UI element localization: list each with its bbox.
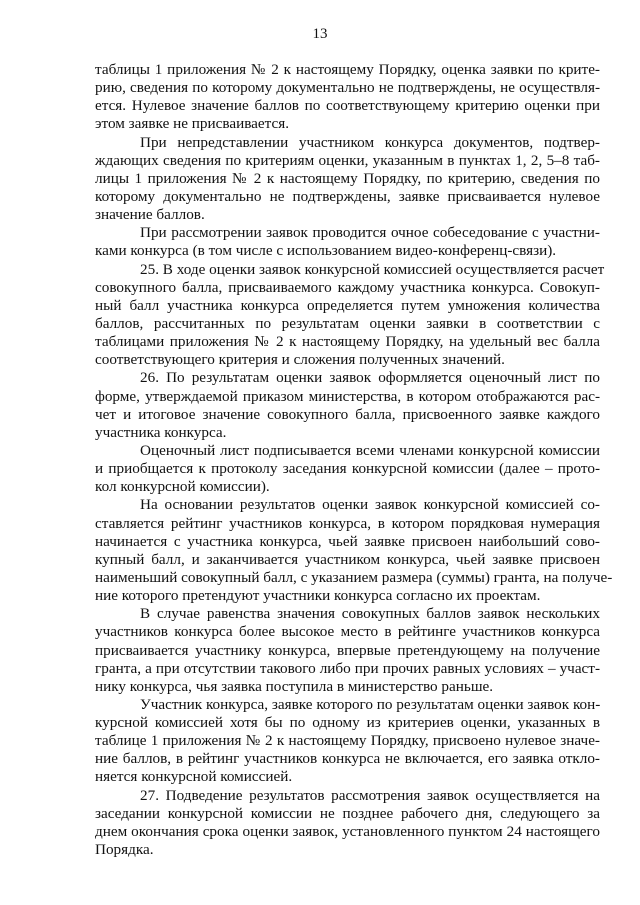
text-line: 26. По результатам оценки заявок оформляется оценочный лист по xyxy=(140,369,600,387)
text-line: На основании результатов оценки заявок конкурсной комиссией со- xyxy=(140,496,600,514)
text-line: ждающих сведения по критериям оценки, указанным в пунктах 1, 2, 5–8 таб- xyxy=(95,151,600,169)
text-line: ками конкурса (в том числе с использованием видео-конференц-связи). xyxy=(95,242,557,260)
text-line: чет и итоговое значение совокупного балла, присвоенного заявке каждого xyxy=(95,405,600,423)
text-line: Оценочный лист подписывается всеми членами конкурсной комиссии xyxy=(140,441,600,459)
text-line: няется конкурсной комиссией. xyxy=(95,768,293,786)
text-line: курсной комиссией хотя бы по одному из критериев оценки, указанных в xyxy=(95,714,600,732)
text-line: совокупного балла, присваиваемого каждому участника конкурса. Совокуп- xyxy=(95,278,600,296)
text-line: баллов, рассчитанных по результатам оценки заявки в соответствии с xyxy=(95,314,600,332)
paragraph xyxy=(95,496,613,605)
document-body xyxy=(95,61,613,859)
paragraph xyxy=(95,134,600,225)
text-line: лицы 1 приложения № 2 к настоящему Порядку, по критерию, сведения по xyxy=(95,169,600,187)
text-line: наименьший совокупный балл, с указанием размера (суммы) гранта, на получе- xyxy=(95,568,613,586)
text-line: заседании конкурсной комиссии не позднее рабочего дня, следующего за xyxy=(95,804,600,822)
text-line: ется. Нулевое значение баллов по соответствующему критерию оценки при xyxy=(95,97,600,115)
paragraph xyxy=(95,696,600,787)
text-line: днем окончания срока оценки заявок, установленного пунктом 24 настоящего xyxy=(95,822,600,840)
text-line: Участник конкурса, заявке которого по результатам оценки заявок кон- xyxy=(140,695,601,713)
paragraph xyxy=(95,605,600,696)
text-line: кол конкурсной комиссии). xyxy=(95,478,270,496)
paragraph xyxy=(95,787,600,860)
text-line: ставляется рейтинг участников конкурса, в котором порядковая нумерация xyxy=(95,514,600,532)
text-line: таблице 1 приложения № 2 к настоящему Порядку, присвоено нулевое значе- xyxy=(95,732,600,750)
paragraph xyxy=(95,442,600,496)
text-line: рию, сведения по которому документально не подтверждены, не осуществля- xyxy=(95,79,600,97)
text-line: В случае равенства значения совокупных баллов заявок нескольких xyxy=(140,605,600,623)
text-line: При непредставлении участником конкурса документов, подтвер- xyxy=(140,133,600,151)
text-line: участника конкурса. xyxy=(95,423,227,441)
paragraph xyxy=(95,369,600,442)
text-line: соответствующего критерия и сложения полученных значений. xyxy=(95,351,505,369)
paragraph xyxy=(95,260,605,370)
text-line: значение баллов. xyxy=(95,206,205,224)
text-line: купный балл, и заканчивается участником конкурса, чьей заявке присвоен xyxy=(95,550,600,568)
text-line: начинается с участника конкурса, чьей заявке присвоен наибольший сово- xyxy=(95,532,600,550)
text-line: При рассмотрении заявок проводится очное собеседование с участни- xyxy=(140,224,600,242)
text-line: таблицы 1 приложения № 2 к настоящему Порядку, оценка заявки по крите- xyxy=(95,61,600,78)
text-line: этом заявке не присваивается. xyxy=(95,115,289,133)
text-line: 25. В ходе оценки заявок конкурсной комиссией осуществляется расчет xyxy=(140,260,605,278)
text-line: Порядка. xyxy=(95,841,154,859)
text-line: которому документально не подтверждены, заявке присваивается нулевое xyxy=(95,187,600,205)
paragraph xyxy=(95,61,600,134)
page-number: 13 xyxy=(312,26,328,42)
text-line: участников конкурса более высокое место в рейтинге участников конкурса xyxy=(95,623,600,641)
text-line: нику конкурса, чья заявка поступила в министерство раньше. xyxy=(95,677,494,695)
text-line: гранта, а при отсутствии такового либо при прочих равных условиях – участ- xyxy=(95,659,600,677)
text-line: ный балл участника конкурса определяется путем умножения количества xyxy=(95,296,600,314)
text-line: форме, утверждаемой приказом министерства, в котором отображаются рас- xyxy=(95,387,600,405)
text-line: таблицами приложения № 2 к настоящему Порядку, на удельный вес балла xyxy=(95,333,600,351)
paragraph xyxy=(95,224,600,260)
text-line: присваивается участнику конкурса, впервые претендующему на получение xyxy=(95,641,600,659)
text-line: ние которого претендуют участники конкурса согласно их проектам. xyxy=(95,587,541,605)
text-line: и приобщается к протоколу заседания конкурсной комиссии (далее – прото- xyxy=(95,460,600,478)
text-line: 27. Подведение результатов рассмотрения заявок осуществляется на xyxy=(140,786,600,804)
text-line: ние баллов, в рейтинг участников конкурса не включается, его заявка откло- xyxy=(95,750,600,768)
